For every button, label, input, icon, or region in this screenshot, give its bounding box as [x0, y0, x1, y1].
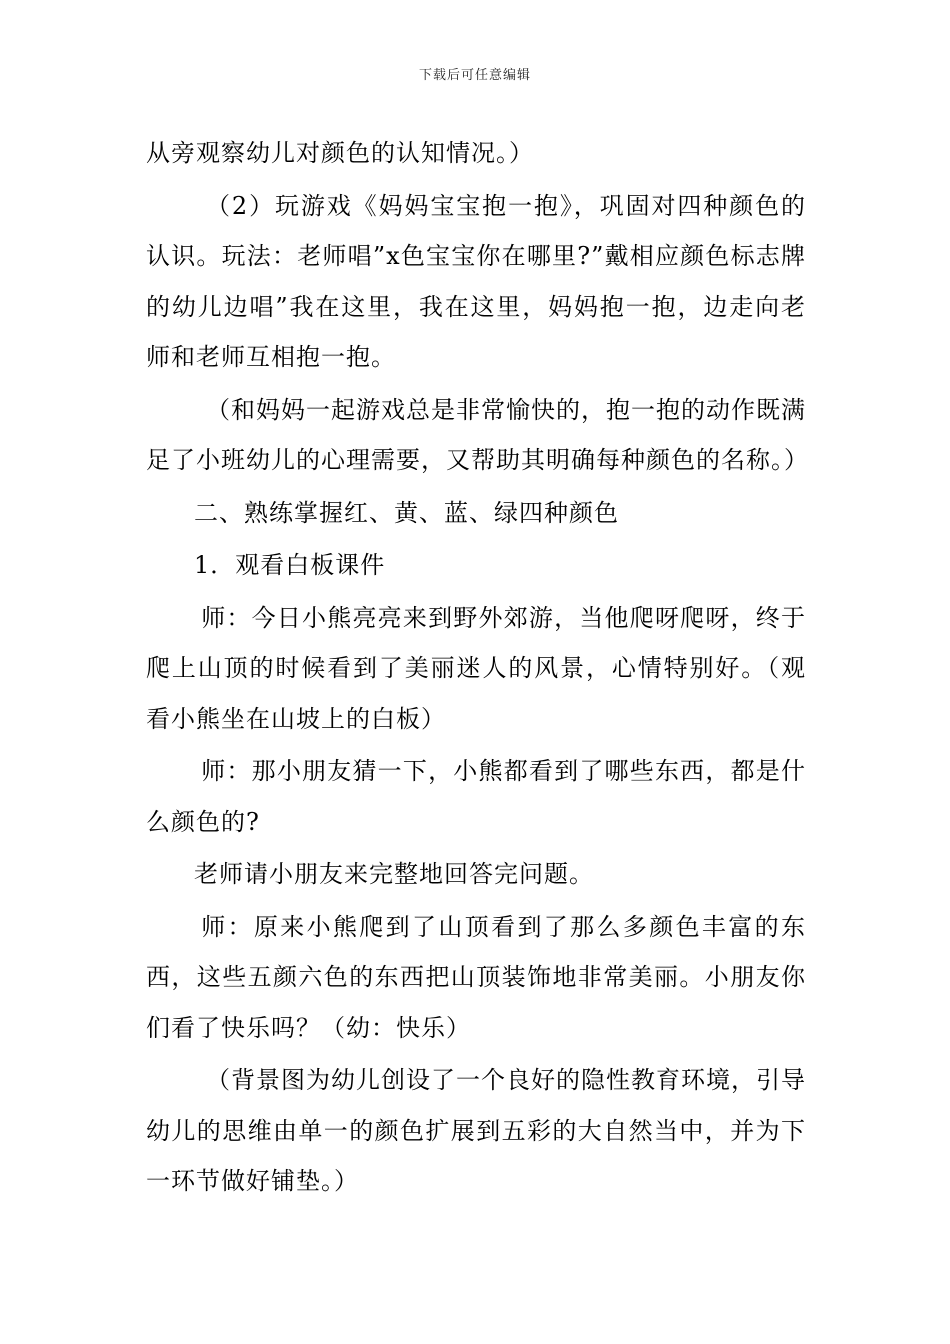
document-body [146, 128, 809, 1207]
paragraph-game-rules: （2）玩游戏《妈妈宝宝抱一抱》，巩固对四种颜色的认识。玩法：老师唱”x色宝宝你在哪里?”戴相应颜色标志牌的幼儿边唱”我在这里，我在这里，妈妈抱一抱，边走向老师和老师互相抱一抱。 [146, 191, 806, 371]
paragraph-background-note: （背景图为幼儿创设了一个良好的隐性教育环境，引导幼儿的思维由单一的颜色扩展到五彩的大自然当中，并为下一环节做好铺垫。） [146, 1066, 806, 1195]
paragraph-answer-request: 老师请小朋友来完整地回答完问题。 [194, 860, 594, 888]
paragraph-teacher-question: 师：那小朋友猜一下，小熊都看到了哪些东西，都是什么颜色的? [146, 757, 806, 836]
paragraph-teacher-summary: 师：原来小熊爬到了山顶看到了那么多颜色丰富的东西，这些五颜六色的东西把山顶装饰地非常美丽。小朋友你们看了快乐吗？（幼：快乐） [146, 912, 806, 1042]
paragraph-teacher-story: 师：今日小熊亮亮来到野外郊游，当他爬呀爬呀，终于爬上山顶的时候看到了美丽迷人的风景，心情特别好。（观看小熊坐在山坡上的白板） [146, 603, 806, 733]
paragraph-game-note: （和妈妈一起游戏总是非常愉快的，抱一抱的动作既满足了小班幼儿的心理需要，又帮助其明确每种颜色的名称。） [146, 395, 809, 474]
step-heading-whiteboard: 1．观看白板课件 [194, 551, 386, 579]
paragraph-observation-note: 从旁观察幼儿对颜色的认知情况。） [146, 139, 534, 167]
section-heading-two: 二、熟练掌握红、黄、蓝、绿四种颜色 [194, 498, 619, 527]
page-header: 下载后可任意编辑 [418, 68, 531, 83]
